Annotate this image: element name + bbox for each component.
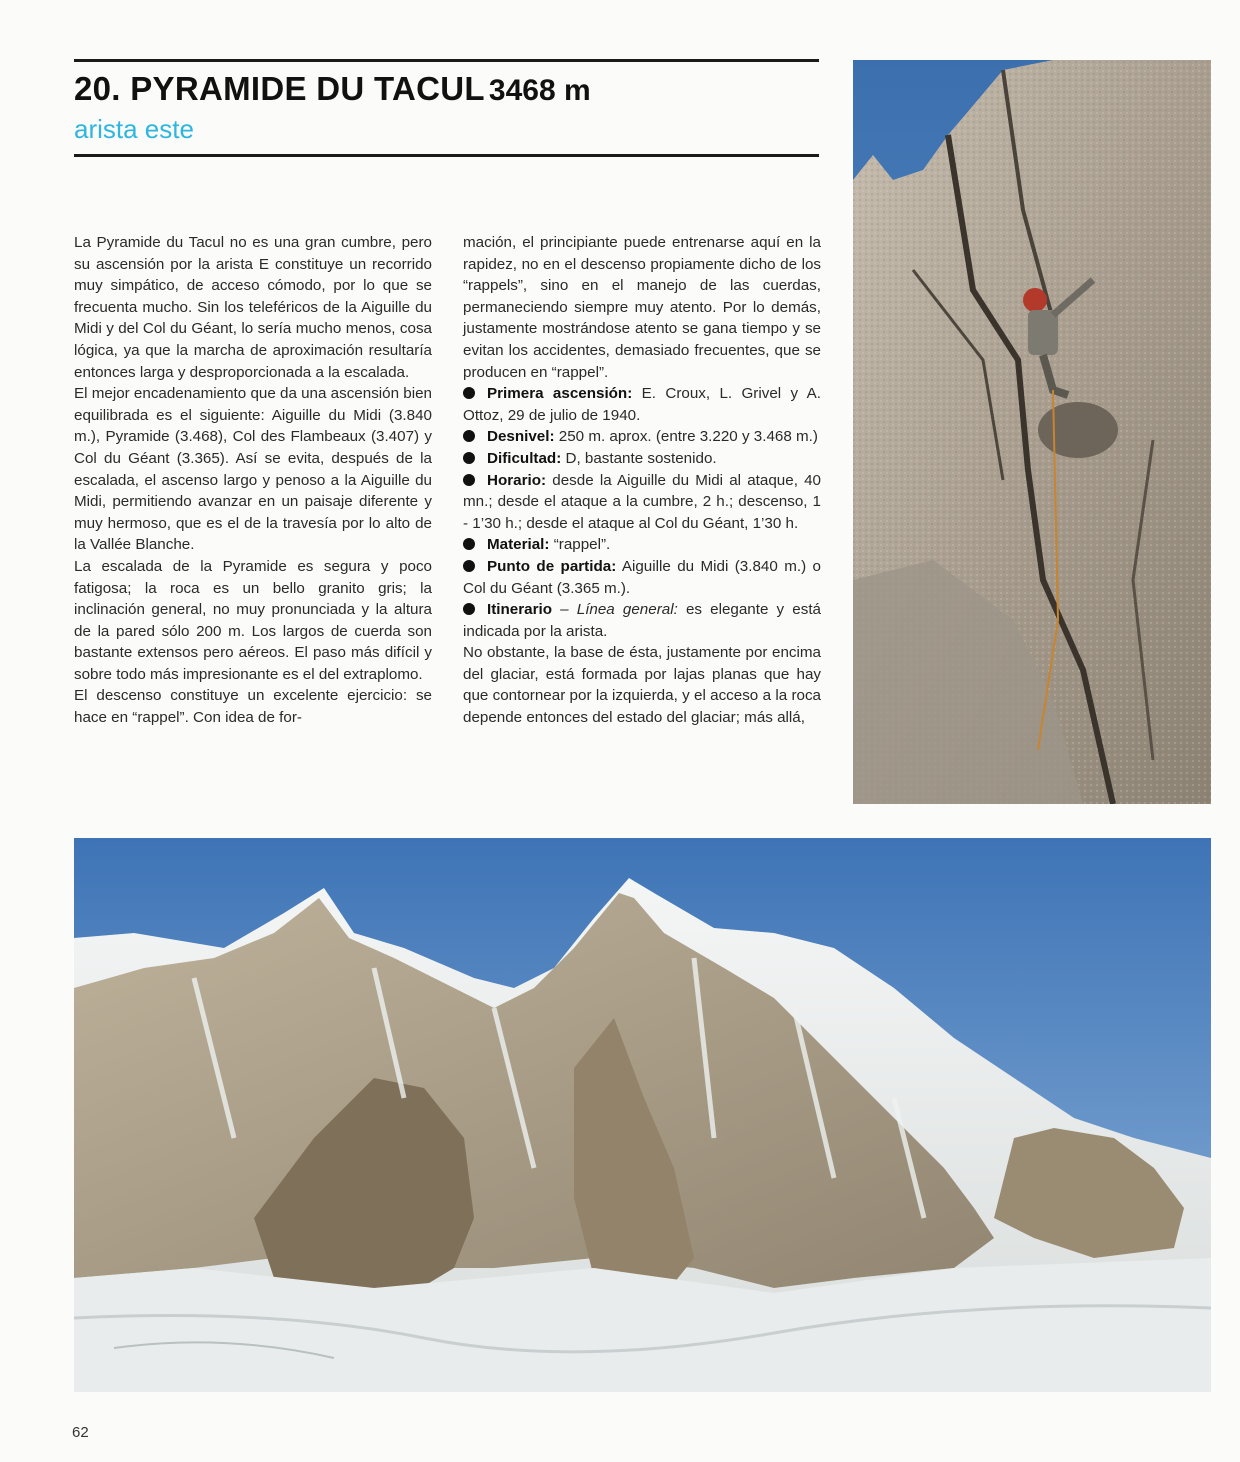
fact-value: 250 m. aprox. (entre 3.220 y 3.468 m.) bbox=[558, 428, 818, 446]
page-number: 62 bbox=[72, 1424, 89, 1441]
paragraph: mación, el principiante puede entrenarse aquí en la rapidez, no en el descenso propiamente dicho de los “rappels”, sino en el manejo de las cuerdas, permaneciendo siempre muy atento. Por lo demás, justamente mostrándose atento se gana tiempo y se evitan los accidentes, demasiado frecuentes, que se producen en “rappel”. bbox=[463, 234, 821, 381]
climber-photo bbox=[853, 60, 1211, 804]
bullet-icon bbox=[463, 430, 475, 442]
fact-label: Itinerario bbox=[487, 601, 552, 619]
itinerary-italic: Línea general: bbox=[576, 601, 678, 619]
title-altitude: 3468 m bbox=[488, 74, 591, 107]
bullet-icon bbox=[463, 474, 475, 486]
bullet-icon bbox=[463, 452, 475, 464]
text-column-left bbox=[74, 232, 432, 729]
fact-label: Dificultad: bbox=[487, 449, 562, 467]
fact-label: Material: bbox=[487, 536, 550, 554]
panorama-illustration bbox=[74, 838, 1211, 1392]
fact-item bbox=[463, 470, 821, 535]
fact-value: desde la Aiguille du Midi al ataque, 40 mn.; desde el ataque a la cumbre, 2 h.; descenso, 1 - 1’30 h.; desde el ataque al Col du Géant, 1’30 h. bbox=[463, 471, 821, 532]
page-subtitle: arista este bbox=[74, 114, 194, 144]
fact-label: Punto de partida: bbox=[487, 557, 617, 575]
climber-photo-illustration bbox=[853, 60, 1211, 804]
bullet-icon bbox=[463, 603, 475, 615]
header-rule-top bbox=[74, 59, 819, 62]
fact-item bbox=[463, 534, 821, 556]
fact-label: Primera ascensión: bbox=[487, 385, 633, 403]
fact-value: es elegante y está indicada por la arista. bbox=[463, 601, 821, 640]
fact-label: Horario: bbox=[487, 471, 547, 489]
paragraph: El descenso constituye un excelente ejercicio: se hace en “rappel”. Con idea de for- bbox=[74, 687, 432, 727]
text-column-right bbox=[463, 232, 821, 729]
bullet-icon bbox=[463, 538, 475, 550]
panorama-photo bbox=[74, 838, 1211, 1392]
page-title bbox=[74, 70, 591, 108]
bullet-icon bbox=[463, 560, 475, 572]
bullet-icon bbox=[463, 387, 475, 399]
fact-value: Aiguille du Midi (3.840 m.) o Col du Géant (3.365 m.). bbox=[463, 557, 821, 597]
fact-item-itinerary bbox=[463, 599, 821, 642]
fact-value: E. Croux, L. Grivel y A. Ottoz, 29 de julio de 1940. bbox=[463, 385, 821, 424]
paragraph: No obstante, la base de ésta, justamente por encima del glaciar, está formada por lajas planas que hay que contornear por la izquierda, y el acceso a la roca depende entonces del estado del glaciar; más allá, bbox=[463, 644, 821, 727]
fact-item bbox=[463, 556, 821, 599]
title-text: 20. PYRAMIDE DU TACUL bbox=[74, 70, 485, 107]
fact-item bbox=[463, 426, 821, 448]
fact-value: D, bastante sostenido. bbox=[565, 449, 717, 467]
fact-item bbox=[463, 448, 821, 470]
fact-item bbox=[463, 383, 821, 426]
header-rule-bottom bbox=[74, 154, 819, 157]
paragraph: La escalada de la Pyramide es segura y poco fatigosa; la roca es un bello granito gris; la inclinación general, no muy pronunciada y la altura de la pared sólo 200 m. Los largos de cuerda son bastante extensos pero aéreos. El paso más difícil y sobre todo más impresionante es el del extraplomo. bbox=[74, 557, 432, 683]
itinerary-dash: – bbox=[552, 601, 577, 619]
climber-helmet bbox=[1023, 288, 1047, 312]
fact-label: Desnivel: bbox=[487, 428, 555, 446]
fact-value: “rappel”. bbox=[553, 536, 611, 554]
paragraph: La Pyramide du Tacul no es una gran cumbre, pero su ascensión por la arista E constituye un recorrido muy simpático, de acceso cómodo, por lo que se frecuenta mucho. Sin los teleféricos de la Aiguille du Midi y del Col du Géant, lo sería mucho menos, cosa lógica, ya que la marcha de aproximación resultaría entonces larga y desproporcionada a la escalada. bbox=[74, 234, 432, 381]
paragraph: El mejor encadenamiento que da una ascensión bien equilibrada es el siguiente: Aiguille du Midi (3.840 m.), Pyramide (3.468), Col des Flambeaux (3.407) y Col du Géant (3.365). Así se evita, después de la escalada, el ascenso largo y penoso a la Aiguille du Midi, permitiendo avanzar en un paisaje diferente y muy hermoso, que es el de la travesía por lo alto de la Vallée Blanche. bbox=[74, 385, 432, 554]
